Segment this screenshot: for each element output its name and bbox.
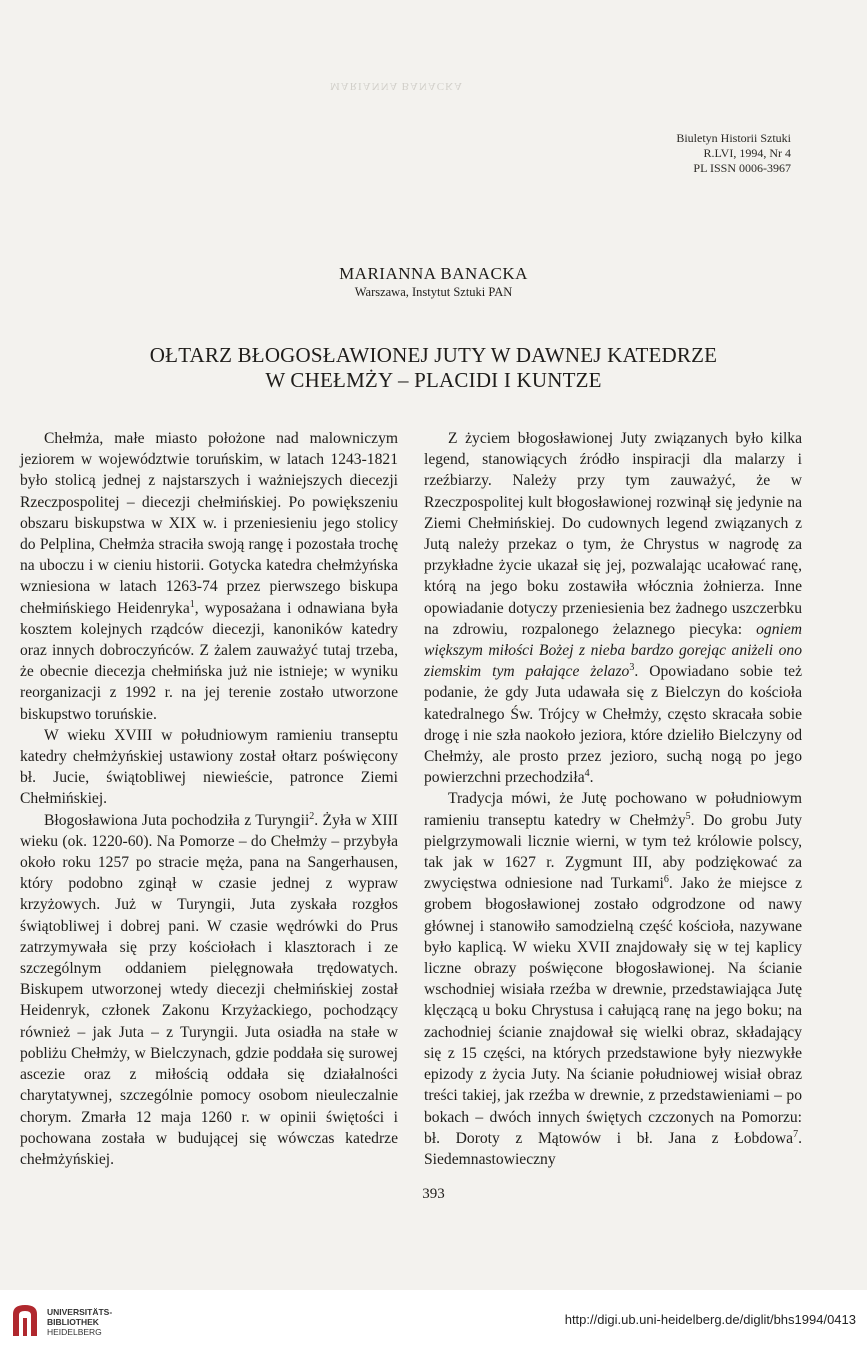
title-line-1: OŁTARZ BŁOGOSŁAWIONEJ JUTY W DAWNEJ KATEDRZE bbox=[149, 343, 718, 367]
quotation-italic: ogniem większym miłości Bożej z nieba bardzo gorejąc aniżeli ono ziemskim tym pałające żelazo bbox=[424, 620, 802, 681]
paragraph: W wieku XVIII w południowym ramieniu transeptu katedry chełmżyńskiej ustawiony został ołtarz poświęcony bł. Jucie, świątobliwej niewieście, patronce Ziemi Chełmińskiej. bbox=[20, 726, 398, 808]
journal-issn: PL ISSN 0006-3967 bbox=[693, 161, 791, 175]
source-url-link[interactable]: http://digi.ub.uni-heidelberg.de/diglit/bhs1994/0413 bbox=[564, 1312, 856, 1327]
library-name[interactable]: UNIVERSITÄTS- BIBLIOTHEK HEIDELBERG bbox=[47, 1307, 113, 1337]
paragraph: Błogosławiona Juta pochodziła z Turyngii$^2$. Żyła w XIII wieku (ok. 1220-60). Na Pomorze – do Chełmży – przybyła około roku 1257 po stracie męża, pana na Sangerhausen, który podobno zginął w czasie jednej z wypraw krzyżowych. Już w Turyngii, Juta zyskała rozgłos świątobliwej i dobrej pani. W czasie wędrówki do Prus zatrzymywała się przy kościołach i klasztorach i ze szczególnym oddaniem pielęgnowała trędowatych. Biskupem utworzonej wtedy diecezji chełmińskiej został Heidenryk, członek Zakonu Krzyżackiego, pochodzący również – jak Juta – z Turyngii. Juta osiadła na stałe w pobliżu Chełmży, w Bielczynach, gdzie poddała się surowej ascezie oraz z miłością oddała się działalności charytatywnej, szczególnie pomocy osobom nieuleczalnie chorym. Zmarła 12 maja 1260 r. w opinii świętości i pochowana została w budującej się wówczas katedrze chełmżyńskiej. bbox=[20, 810, 398, 1168]
author-affiliation: Warszawa, Instytut Sztuki PAN bbox=[354, 285, 513, 299]
article-title bbox=[0, 343, 867, 393]
right-column bbox=[424, 428, 802, 1170]
footer-bar bbox=[0, 1290, 867, 1352]
author-name: MARIANNA BANACKA bbox=[339, 264, 528, 283]
journal-volume: R.LVI, 1994, Nr 4 bbox=[703, 146, 791, 160]
university-library-logo-icon[interactable] bbox=[10, 1302, 40, 1338]
bleed-through-text: MARIANNA BANACKA bbox=[330, 80, 464, 92]
footnote-ref[interactable]: 1 bbox=[189, 598, 195, 610]
footnote-ref[interactable]: 5 bbox=[685, 810, 691, 822]
paragraph: Tradycja mówi, że Jutę pochowano w południowym ramieniu transeptu katedry w Chełmży$^5$. Do grobu Juty pielgrzymowali licznie wierni, w tym też królowie polscy, tak jak w 1627 r. Zygmunt III, aby podziękować za zwycięstwa odniesione nad Turkami$^6$. Jako że miejsce z grobem błogosławionej zostało odgrodzone od nawy głównej i stanowiło samodzielną część kościoła, nazywane było kaplicą. W wieku XVII znajdowały się w tej kaplicy liczne obrazy poświęcone błogosławionej. Na ścianie wschodniej wisiała rzeźba w drewnie, przedstawiająca Jutę klęczącą u boku Chrystusa i całującą ranę na jego boku; na zachodniej ścianie znajdował się wielki obraz, składający się z 15 części, na których przedstawione były niezwykłe epizody z życia Juty. Na ścianie południowej wisiał obraz treści takiej, jak rzeźba w drewnie, z przedstawieniami – po bokach – dwóch innych świętych czczonych na Pomorzu: bł. Doroty z Mątowów i bł. Jana z Łobdowa$^7$. Siedemnastowieczny bbox=[424, 790, 803, 1168]
paragraph: Chełmża, małe miasto położone nad malowniczym jeziorem w województwie toruńskim, w latach 1243-1821 było stolicą jednej z najstarszych i ważniejszych diecezji Rzeczpospolitej – diecezji chełmińskiej. Po powiększeniu obszaru biskupstwa w XIX w. i przeniesieniu jego stolicy do Pelplina, Chełmża straciła swoją rangę i pozostała trochę na uboczu i w cieniu historii. Gotycka katedra chełmżyńska wzniesiona w latach 1263-74 przez pierwszego biskupa chełmińskiego Heidenryka$^1$, wyposażana i odnawiana była kosztem kolejnych rządców diecezji, kanoników katedry oraz innych dobroczyńców. Z żalem zauważyć tutaj trzeba, że obecnie diecezja chełmińska już nie istnieje; w wyniku reorganizacji z 1992 r. na jej terenie zostało utworzone biskupstwo toruńskie. bbox=[20, 430, 398, 723]
footnote-ref[interactable]: 6 bbox=[663, 874, 669, 886]
paragraph: Z życiem błogosławionej Juty związanych było kilka legend, stanowiących źródło inspiracji dla malarzy i rzeźbiarzy. Należy przy tym zauważyć, że w Rzeczpospolitej kult błogosławionej rozwinął się jedynie na Ziemi Chełmińskiej. Do cudownych legend związanych z Jutą należy przekaz o tym, że Chrystus w nagrodę za przykładne życie ukazał się jej, pozwalając ucałować ranę, którą na jego boku zostawiła włócznia żołnierza. Inne opowiadanie dotyczy przeniesienia bez żadnego uszczerbku na zdrowiu, rozpalonego żelaznego piecyka: ogniem większym miłości Bożej z nieba bardzo gorejąc aniżeli ono ziemskim tym pałające żelazo$^3$. Opowiadano sobie też podanie, że gdy Juta udawała się z Bielczyn do kościoła katedralnego Św. Trójcy w Chełmży, często skracała sobie drogę i nie szła naokoło jeziora, które dzieliło Bielczyny od Chełmży, ale prosto przez jezioro, suchą nogą po jego powierzchni przechodziła$^4$. bbox=[424, 430, 802, 787]
journal-reference bbox=[676, 131, 791, 176]
journal-name: Biuletyn Historii Sztuki bbox=[676, 131, 791, 145]
footnote-ref[interactable]: 2 bbox=[309, 810, 315, 822]
page-number: 393 bbox=[422, 1186, 445, 1202]
footnote-ref[interactable]: 7 bbox=[793, 1128, 799, 1140]
left-column bbox=[20, 428, 398, 1170]
footnote-ref[interactable]: 4 bbox=[584, 768, 590, 780]
footnote-ref[interactable]: 3 bbox=[629, 662, 635, 674]
title-line-2: W CHEŁMŻY – PLACIDI I KUNTZE bbox=[265, 368, 602, 392]
